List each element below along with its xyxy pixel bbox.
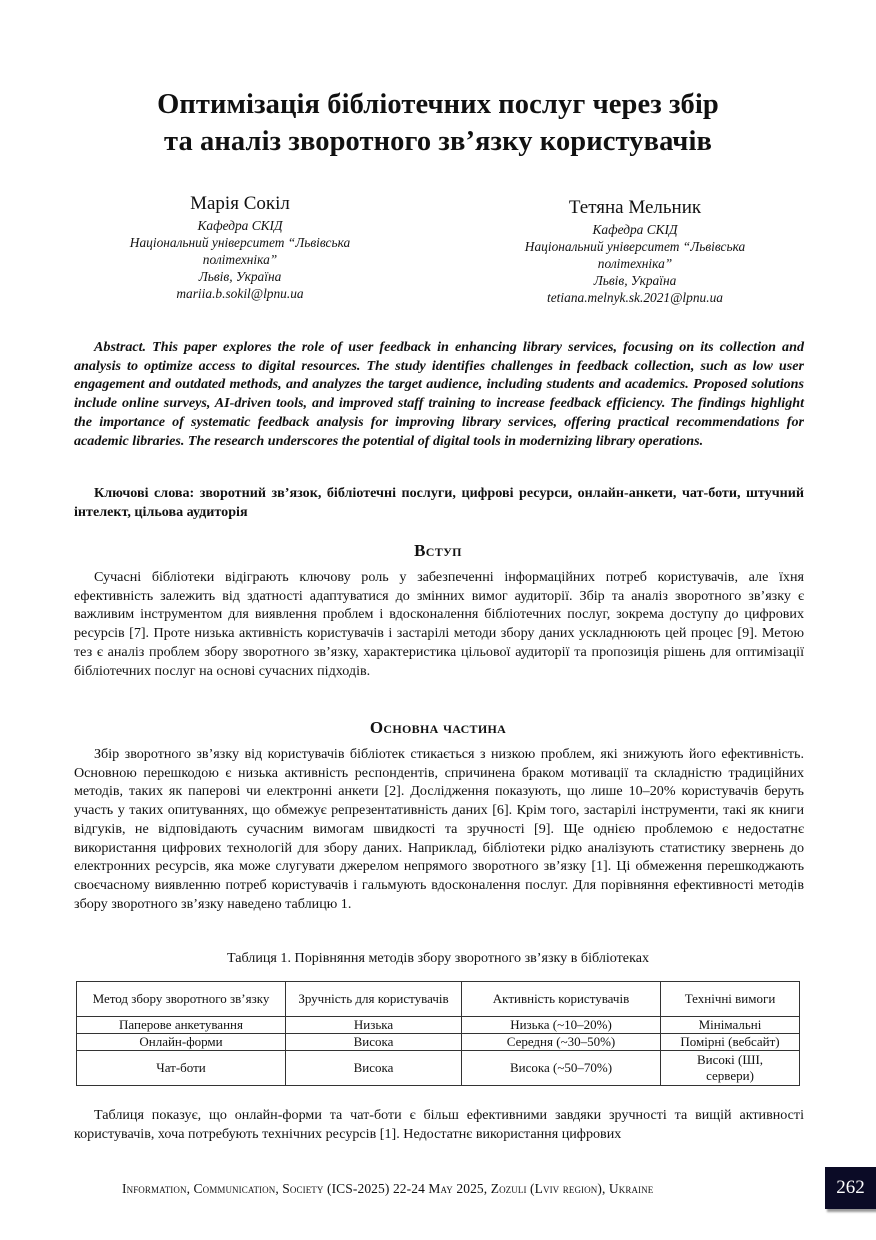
- conference-footer: Information, Communication, Society (ICS-2025) 22-24 May 2025, Zozuli (Lviv region), Ukraine: [122, 1181, 654, 1196]
- table-cell: Мінімальні: [661, 1017, 800, 1034]
- table-cell: Помірні (вебсайт): [661, 1034, 800, 1051]
- main-paragraph: Збір зворотного зв’язку від користувачів бібліотек стикається з низкою проблем, які знижують його ефективність. Основною перешкодою є низька активність респондентів, спричинена браком мотивації та складністю традиційних методів, таких як паперові чи електронні анкети [2]. Дослідження показують, що лише 10–20% користувачів беруть участь у таких опитуваннях, що обмежує репрезентативність даних [6]. Крім того, застарілі інструменти, такі як книги відгуків, не відповідають сучасним вимогам швидкості та зручності [9]. Ще однією проблемою є недостатнє використання цифрових технологій для збору даних. Наприклад, бібліотеки рідко аналізують статистику звернень до електронних ресурсів, яка може слугувати джерелом непрямого зворотного зв’язку [1]. Ці обмеження перешкоджають своєчасному виявленню потреб користувачів і гальмують вдосконалення послуг. Для порівняння ефективності методів збору зворотного зв’язку наведено таблицю 1.: [74, 746, 804, 912]
- author-block-1: [95, 193, 385, 302]
- intro-paragraph: Сучасні бібліотеки відіграють ключову роль у забезпеченні інформаційних потреб користувачів, але їхня ефективність залежить від здатності адаптуватися до змінних вимог аудиторії. Збір та аналіз зворотного зв’язку є важливим інструментом для виявлення проблем і вдосконалення бібліотечних послуг, зокрема доступу до цифрових ресурсів [7]. Проте низька активність користувачів і застарілі методи збору даних ускладнюють цей процес [9]. Метою тез є аналіз проблем збору зворотного зв’язку, характеристика цільової аудиторії та пропозиція рішень для оптимізації бібліотечних послуг на основі сучасних підходів.: [74, 569, 804, 679]
- table-row: [77, 1034, 800, 1051]
- table-cell: Паперове анкетування: [77, 1017, 286, 1034]
- keywords: Ключові слова: зворотний зв’язок, бібліотечні послуги, цифрові ресурси, онлайн-анкети, чат-боти, штучний інтелект, цільова аудиторія: [74, 485, 804, 520]
- table-cell: Висока: [286, 1051, 462, 1086]
- paper-title: [0, 86, 876, 160]
- author-email[interactable]: mariia.b.sokil@lpnu.ua: [176, 286, 304, 301]
- section-heading-intro: Вступ: [414, 541, 462, 560]
- abstract: Abstract. This paper explores the role of user feedback in enhancing library services, focusing on its collection and analysis to optimize access to digital resources. The study identifies challenges in feedback collection, such as low user engagement and outdated methods, and analyzes the target audience, including students and academics. Proposed solutions include online surveys, AI-driven tools, and improved staff training to increase feedback efficiency. The findings highlight the importance of systematic feedback analysis for improving library services, offering practical recommendations for academic libraries. The research underscores the potential of digital tools in modernizing library operations.: [74, 339, 804, 449]
- table-cell: Низька: [286, 1017, 462, 1034]
- section-heading-main: Основна частина: [369, 718, 507, 737]
- table-row: [77, 1017, 800, 1034]
- title-line-2: та аналіз зворотного зв’язку користувачів: [164, 126, 712, 157]
- table-cell: Середня (~30–50%): [462, 1034, 661, 1051]
- author-department: Кафедра СКІД: [592, 222, 678, 237]
- author-name: Марія Сокіл: [190, 193, 290, 214]
- table-caption: Таблиця 1. Порівняння методів збору зворотного зв’язку в бібліотеках: [226, 950, 650, 966]
- table-cell: Онлайн-форми: [77, 1034, 286, 1051]
- table-cell: Висока (~50–70%): [462, 1051, 661, 1086]
- author-university-cont: політехніка”: [202, 252, 278, 267]
- page-number-badge: 262: [825, 1167, 876, 1209]
- table-header-row: [77, 982, 800, 1017]
- table-header-cell: Зручність для користувачів: [286, 982, 462, 1017]
- author-university: Національний університет “Львівська: [524, 239, 746, 254]
- table-header-cell: Технічні вимоги: [661, 982, 800, 1017]
- after-table-paragraph: Таблиця показує, що онлайн-форми та чат-боти є більш ефективними завдяки зручності та вищій активності користувачів, хоча потребують технічних ресурсів [1]. Недостатнє використання цифрових: [74, 1107, 804, 1142]
- author-block-2: [490, 197, 780, 306]
- author-city: Львів, Україна: [593, 273, 677, 288]
- author-university-cont: політехніка”: [597, 256, 673, 271]
- author-department: Кафедра СКІД: [197, 218, 283, 233]
- table-cell: Високі (ШІ, сервери): [661, 1051, 800, 1086]
- table-header-cell: Активність користувачів: [462, 982, 661, 1017]
- table-cell: Висока: [286, 1034, 462, 1051]
- table-header-cell: Метод збору зворотного зв’язку: [77, 982, 286, 1017]
- author-university: Національний університет “Львівська: [129, 235, 351, 250]
- table-cell: Чат-боти: [77, 1051, 286, 1086]
- table-row: [77, 1051, 800, 1086]
- table-cell: Низька (~10–20%): [462, 1017, 661, 1034]
- comparison-table: [76, 981, 800, 1086]
- author-email[interactable]: tetiana.melnyk.sk.2021@lpnu.ua: [547, 290, 723, 305]
- title-line-1: Оптимізація бібліотечних послуг через збір: [157, 89, 719, 120]
- author-name: Тетяна Мельник: [568, 197, 702, 218]
- author-city: Львів, Україна: [198, 269, 282, 284]
